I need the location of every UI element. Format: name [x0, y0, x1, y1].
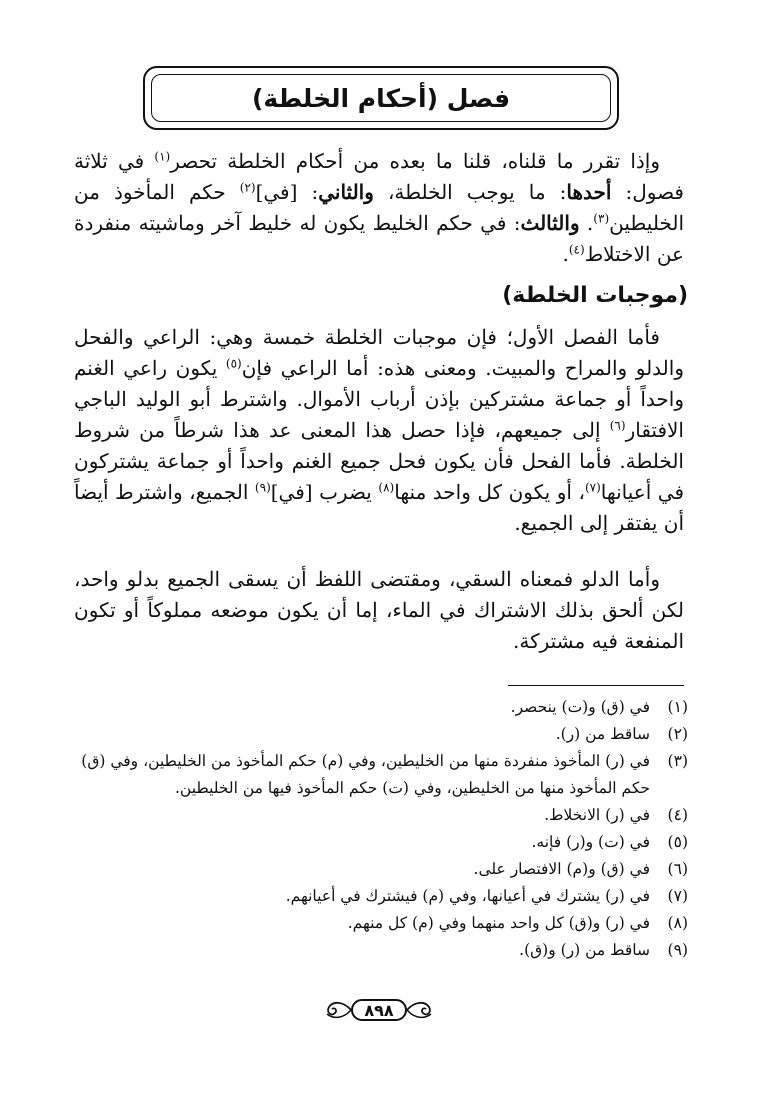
footnote-item [74, 937, 688, 964]
para1-text-1: فأما الفصل الأول؛ فإن موجبات الخلطة خمسة وهي: الراعي والفحل والدلو والمراح والمبيت. ومعنى هذه: أما الراعي فإن [74, 325, 684, 380]
footnote-text: في (ت) و(ر) فإنه. [531, 833, 650, 851]
para1-text-6: الجميع، واشترط أيضاً أن يفتقر إلى الجميع. [74, 480, 684, 535]
footnote-text: في (ق) و(م) الافتصار على. [473, 860, 650, 878]
footnote-item [74, 721, 688, 748]
intro-paragraph [74, 146, 684, 270]
footnote-ref-5[interactable]: (٥) [225, 356, 242, 371]
footnote-item [74, 694, 688, 721]
footnote-text: في (ر) المأخوذ منفردة منها من الخليطين، وفي (م) حكم المأخوذ من الخليطين، وفي (ق) حكم المأخوذ منها من الخليطين، وفي (ت) حكم المأخوذ فيها من الخليطين. [81, 752, 650, 797]
para1-text-3: إلى جميعهم، فإذا حصل هذا المعنى عد هذا شرطاً من شروط الخلطة. فأما الفحل فأن يكون فحل جميع الغنم واحداً أو جماعة يشتركون في أعيانها [74, 418, 685, 504]
intro-text-6: . [579, 211, 594, 235]
footnote-number: (٢) [667, 725, 688, 743]
footnote-item [74, 856, 688, 883]
paragraph-first-chapter [74, 322, 684, 539]
footnote-ref-2[interactable]: (٢) [239, 180, 256, 195]
para2-text: وأما الدلو فمعناه السقي، ومقتضى اللفظ أن يسقى الجميع بدلو واحد، لكن ألحق بذلك الاشتراك في الماء، إما أن يكون موضعه مملوكاً أو تكون المنفعة فيه مشتركة. [74, 567, 684, 653]
footnote-separator [508, 685, 684, 686]
footnote-number: (٨) [667, 914, 688, 932]
footnote-number: (١) [667, 698, 688, 716]
intro-text-2: في ثلاثة فصول: [74, 149, 684, 204]
footnote-item [74, 883, 688, 910]
footnote-text: ساقط من (ر). [555, 725, 650, 743]
para1-text-4: ، أو يكون كل واحد منها [394, 480, 585, 504]
footnote-item [74, 802, 688, 829]
footnote-number: (٦) [667, 860, 688, 878]
footnote-text: في (ق) و(ت) ينحصر. [510, 698, 650, 716]
footnote-text: في (ر) و(ق) كل واحد منهما وفي (م) كل منهم. [347, 914, 650, 932]
page-number-ornament [0, 994, 758, 1028]
intro-bold-first: أحدها [566, 180, 612, 204]
footnote-text: في (ر) يشترك في أعيانها، وفي (م) فيشترك في أعيانهم. [285, 887, 650, 905]
page-number-frame [319, 997, 439, 1025]
footnote-number: (٧) [667, 887, 688, 905]
para1-text-2: يكون راعي الغنم واحداً أو جماعة مشتركين بإذن أرباب الأموال. واشترط أبو الوليد الباجي الافتقار [74, 356, 684, 442]
footnote-text: ساقط من (ر) و(ق). [519, 941, 650, 959]
footnote-number: (٥) [667, 833, 688, 851]
footnote-number: (٩) [667, 941, 688, 959]
footnote-ref-3[interactable]: (٣) [593, 211, 610, 226]
footnote-ref-7[interactable]: (٧) [584, 480, 601, 495]
footnote-number: (٤) [667, 806, 688, 824]
intro-text-5: حكم المأخوذ من الخليطين [74, 180, 685, 235]
intro-text-8: . [562, 242, 569, 266]
intro-text-7: : في حكم الخليط يكون له خليط آخر وماشيته منفردة عن الاختلاط [74, 211, 684, 266]
section-heading: (موجبات الخلطة) [502, 283, 688, 308]
chapter-title: فصل (أحكام الخلطة) [251, 83, 511, 113]
footnote-item [74, 910, 688, 937]
footnote-item [74, 829, 688, 856]
intro-text-3: : ما يوجب الخلطة، [373, 180, 567, 204]
footnote-ref-6[interactable]: (٦) [609, 418, 626, 433]
footnote-number: (٣) [667, 752, 688, 770]
footnote-ref-1[interactable]: (١) [154, 149, 171, 164]
intro-text-1: وإذا تقرر ما قلناه، قلنا ما بعده من أحكام الخلطة تحصر [170, 149, 660, 173]
footnote-ref-4[interactable]: (٤) [568, 242, 585, 257]
footnote-item [74, 748, 688, 802]
footnotes-list [74, 694, 688, 964]
intro-bold-third: والثالث [520, 211, 580, 235]
chapter-title-frame [143, 66, 619, 130]
para1-text-5: يضرب [في] [270, 480, 379, 504]
intro-bold-second: والثاني [318, 180, 374, 204]
paragraph-dalw [74, 564, 684, 657]
footnote-ref-8[interactable]: (٨) [378, 480, 395, 495]
intro-text-4: : [في] [255, 180, 319, 204]
page-number: ٨٩٨ [351, 999, 407, 1021]
footnote-text: في (ر) الانخلاط. [544, 806, 650, 824]
footnote-ref-9[interactable]: (٩) [254, 480, 271, 495]
